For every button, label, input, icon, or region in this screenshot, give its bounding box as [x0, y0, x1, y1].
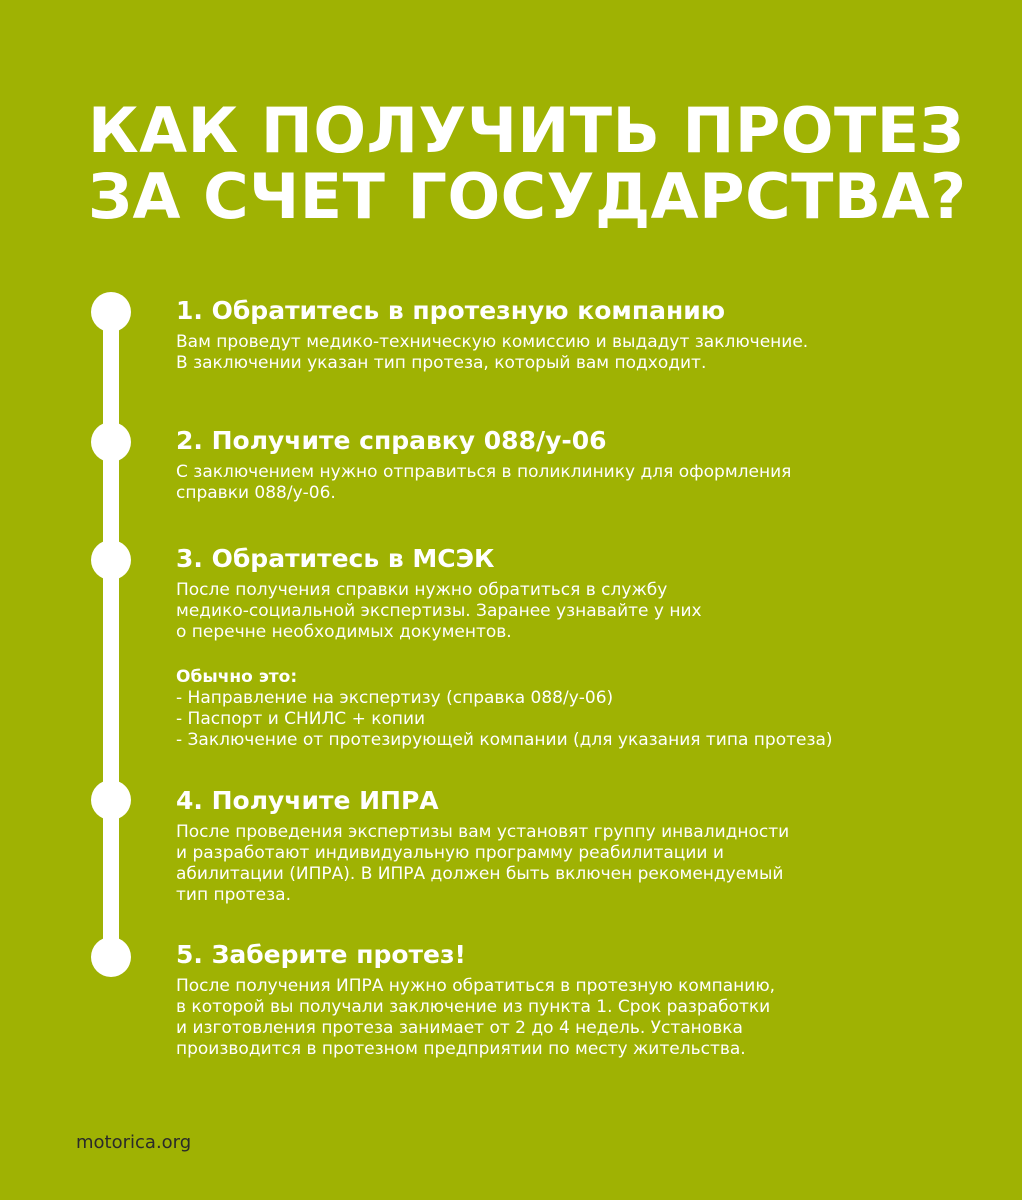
- timeline-dot-5: [91, 937, 131, 977]
- timeline-line: [103, 310, 119, 960]
- timeline-dot-2: [91, 422, 131, 462]
- step-line: После получения ИПРА нужно обратиться в протезную компанию,: [176, 976, 776, 996]
- title-line-2: ЗА СЧЕТ ГОСУДАРСТВА?: [88, 160, 967, 233]
- step-line: справки 088/у-06.: [176, 483, 336, 503]
- page-title: [88, 94, 988, 233]
- step-line: о перечне необходимых документов.: [176, 622, 512, 642]
- step-line: С заключением нужно отправиться в поликлинику для оформления: [176, 462, 792, 482]
- step-line: После получения справки нужно обратиться в службу: [176, 580, 668, 600]
- list-item: - Направление на экспертизу (справка 088/у-06): [176, 688, 614, 708]
- step-title: 2. Получите справку 088/у-06: [176, 426, 607, 455]
- step-line: тип протеза.: [176, 885, 291, 905]
- step-3: [176, 544, 976, 751]
- timeline-dot-3: [91, 540, 131, 580]
- step-description: [176, 580, 976, 643]
- step-line: После проведения экспертизы вам установят группу инвалидности: [176, 822, 790, 842]
- documents-list: [176, 688, 976, 751]
- step-line: производится в протезном предприятии по месту жительства.: [176, 1039, 746, 1059]
- step-line: медико-социальной экспертизы. Заранее узнавайте у них: [176, 601, 702, 621]
- step-title: 1. Обратитесь в протезную компанию: [176, 296, 726, 325]
- step-title: 5. Заберите протез!: [176, 940, 466, 969]
- step-5: [176, 940, 976, 1060]
- step-description: [176, 976, 976, 1060]
- step-title: 4. Получите ИПРА: [176, 786, 439, 815]
- step-2: [176, 426, 976, 504]
- step-line: В заключении указан тип протеза, который вам подходит.: [176, 353, 707, 373]
- step-description: [176, 462, 976, 504]
- step-description: [176, 822, 976, 906]
- step-title: 3. Обратитесь в МСЭК: [176, 544, 495, 573]
- timeline-dot-4: [91, 780, 131, 820]
- step-4: [176, 786, 976, 906]
- step-1: [176, 296, 976, 374]
- timeline-dot-1: [91, 292, 131, 332]
- step-line: и изготовления протеза занимает от 2 до 4 недель. Установка: [176, 1018, 743, 1038]
- step-line: и разработают индивидуальную программу реабилитации и: [176, 843, 724, 863]
- step-line: в которой вы получали заключение из пункта 1. Срок разработки: [176, 997, 771, 1017]
- list-item: - Паспорт и СНИЛС + копии: [176, 709, 426, 729]
- list-item: - Заключение от протезирующей компании (для указания типа протеза): [176, 730, 833, 750]
- title-line-1: КАК ПОЛУЧИТЬ ПРОТЕЗ: [88, 94, 965, 167]
- documents-heading: Обычно это:: [176, 667, 298, 687]
- site-url: motorica.org: [76, 1132, 192, 1153]
- step-line: Вам проведут медико-техническую комиссию и выдадут заключение.: [176, 332, 809, 352]
- step-description: [176, 332, 976, 374]
- step-line: абилитации (ИПРА). В ИПРА должен быть включен рекомендуемый: [176, 864, 784, 884]
